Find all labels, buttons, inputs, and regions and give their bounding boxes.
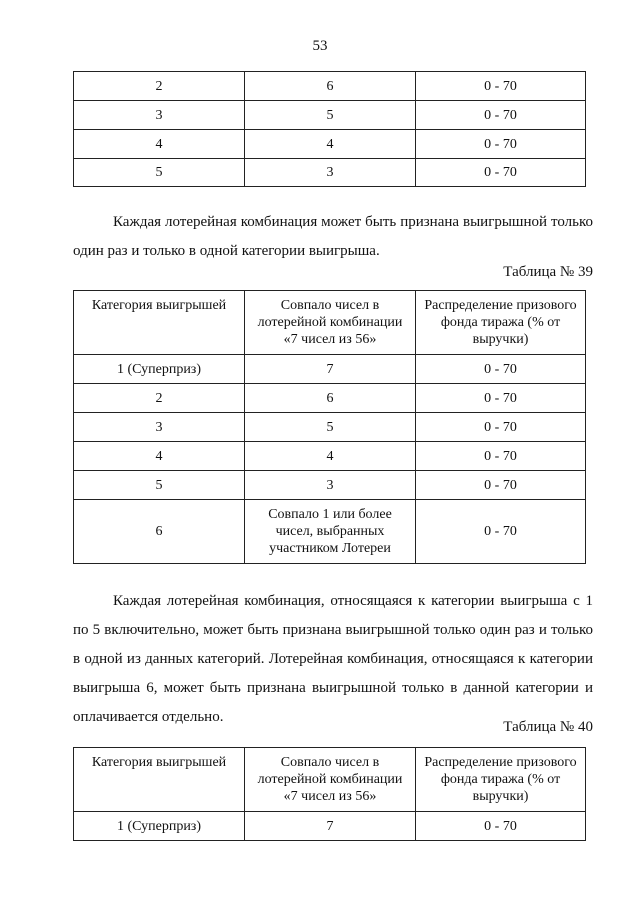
table-cell: 5 <box>74 159 245 187</box>
table-cell: 2 <box>74 384 245 413</box>
table-continued <box>73 71 586 187</box>
table-cell: 3 <box>74 101 245 130</box>
table-cell: 4 <box>74 130 245 159</box>
table-header-row <box>74 748 586 812</box>
table-header-cell: Распределение призового фонда тиража (% от выручки) <box>416 291 586 355</box>
table-cell: 0 - 70 <box>416 159 586 187</box>
table-row <box>74 72 586 101</box>
table-header-cell: Совпало чисел в лотерейной комбинации «7 чисел из 56» <box>245 748 416 812</box>
table-cell: 1 (Суперприз) <box>74 812 245 841</box>
table-row <box>74 159 586 187</box>
table-row <box>74 500 586 564</box>
table-cell: 7 <box>245 812 416 841</box>
table-cell: 3 <box>245 471 416 500</box>
table-cell: 4 <box>245 442 416 471</box>
table-40-caption: Таблица № 40 <box>503 719 593 735</box>
table-row <box>74 413 586 442</box>
table-cell: 5 <box>74 471 245 500</box>
table-cell: 3 <box>245 159 416 187</box>
table-39-caption: Таблица № 39 <box>503 264 593 280</box>
table-cell: 0 - 70 <box>416 101 586 130</box>
table-cell: 6 <box>245 72 416 101</box>
table-row <box>74 101 586 130</box>
paragraph-2 <box>73 587 593 732</box>
table-cell: 0 - 70 <box>416 130 586 159</box>
table-row <box>74 355 586 384</box>
table-row <box>74 384 586 413</box>
table-row <box>74 471 586 500</box>
table-cell: 0 - 70 <box>416 384 586 413</box>
table-cell: 0 - 70 <box>416 500 586 564</box>
table-cell: 3 <box>74 413 245 442</box>
table-header-row <box>74 291 586 355</box>
table-cell: 7 <box>245 355 416 384</box>
table-cell: 0 - 70 <box>416 355 586 384</box>
table-40 <box>73 747 586 841</box>
paragraph-2-text: Каждая лотерейная комбинация, относящаяся к категории выигрыша с 1 по 5 включительно, может быть признана выигрышной только один раз и только в одной из данных категорий. Лотерейная комбинация, относящаяся к категории выигрыша 6, может быть признана выигрышной только в данной категории и оплачивается отдельно. <box>73 593 593 725</box>
table-cell: 0 - 70 <box>416 471 586 500</box>
paragraph-1-text: Каждая лотерейная комбинация может быть признана выигрышной только один раз и только в одной категории выигрыша. <box>73 214 593 259</box>
table-row <box>74 812 586 841</box>
table-cell: 5 <box>245 101 416 130</box>
table-cell: 0 - 70 <box>416 413 586 442</box>
table-row <box>74 130 586 159</box>
table-cell: 0 - 70 <box>416 812 586 841</box>
table-header-cell: Распределение призового фонда тиража (% от выручки) <box>416 748 586 812</box>
table-cell: 0 - 70 <box>416 72 586 101</box>
table-39 <box>73 290 586 564</box>
table-cell: 4 <box>245 130 416 159</box>
table-cell: 2 <box>74 72 245 101</box>
table-cell: 6 <box>245 384 416 413</box>
table-header-cell: Категория выигрышей <box>74 291 245 355</box>
table-cell: 0 - 70 <box>416 442 586 471</box>
table-cell: 6 <box>74 500 245 564</box>
table-cell: 4 <box>74 442 245 471</box>
table-cell: 1 (Суперприз) <box>74 355 245 384</box>
paragraph-1 <box>73 208 593 266</box>
table-cell: 5 <box>245 413 416 442</box>
page-number: 53 <box>312 38 328 54</box>
table-cell: Совпало 1 или более чисел, выбранных участником Лотереи <box>245 500 416 564</box>
table-row <box>74 442 586 471</box>
table-header-cell: Категория выигрышей <box>74 748 245 812</box>
table-header-cell: Совпало чисел в лотерейной комбинации «7 чисел из 56» <box>245 291 416 355</box>
